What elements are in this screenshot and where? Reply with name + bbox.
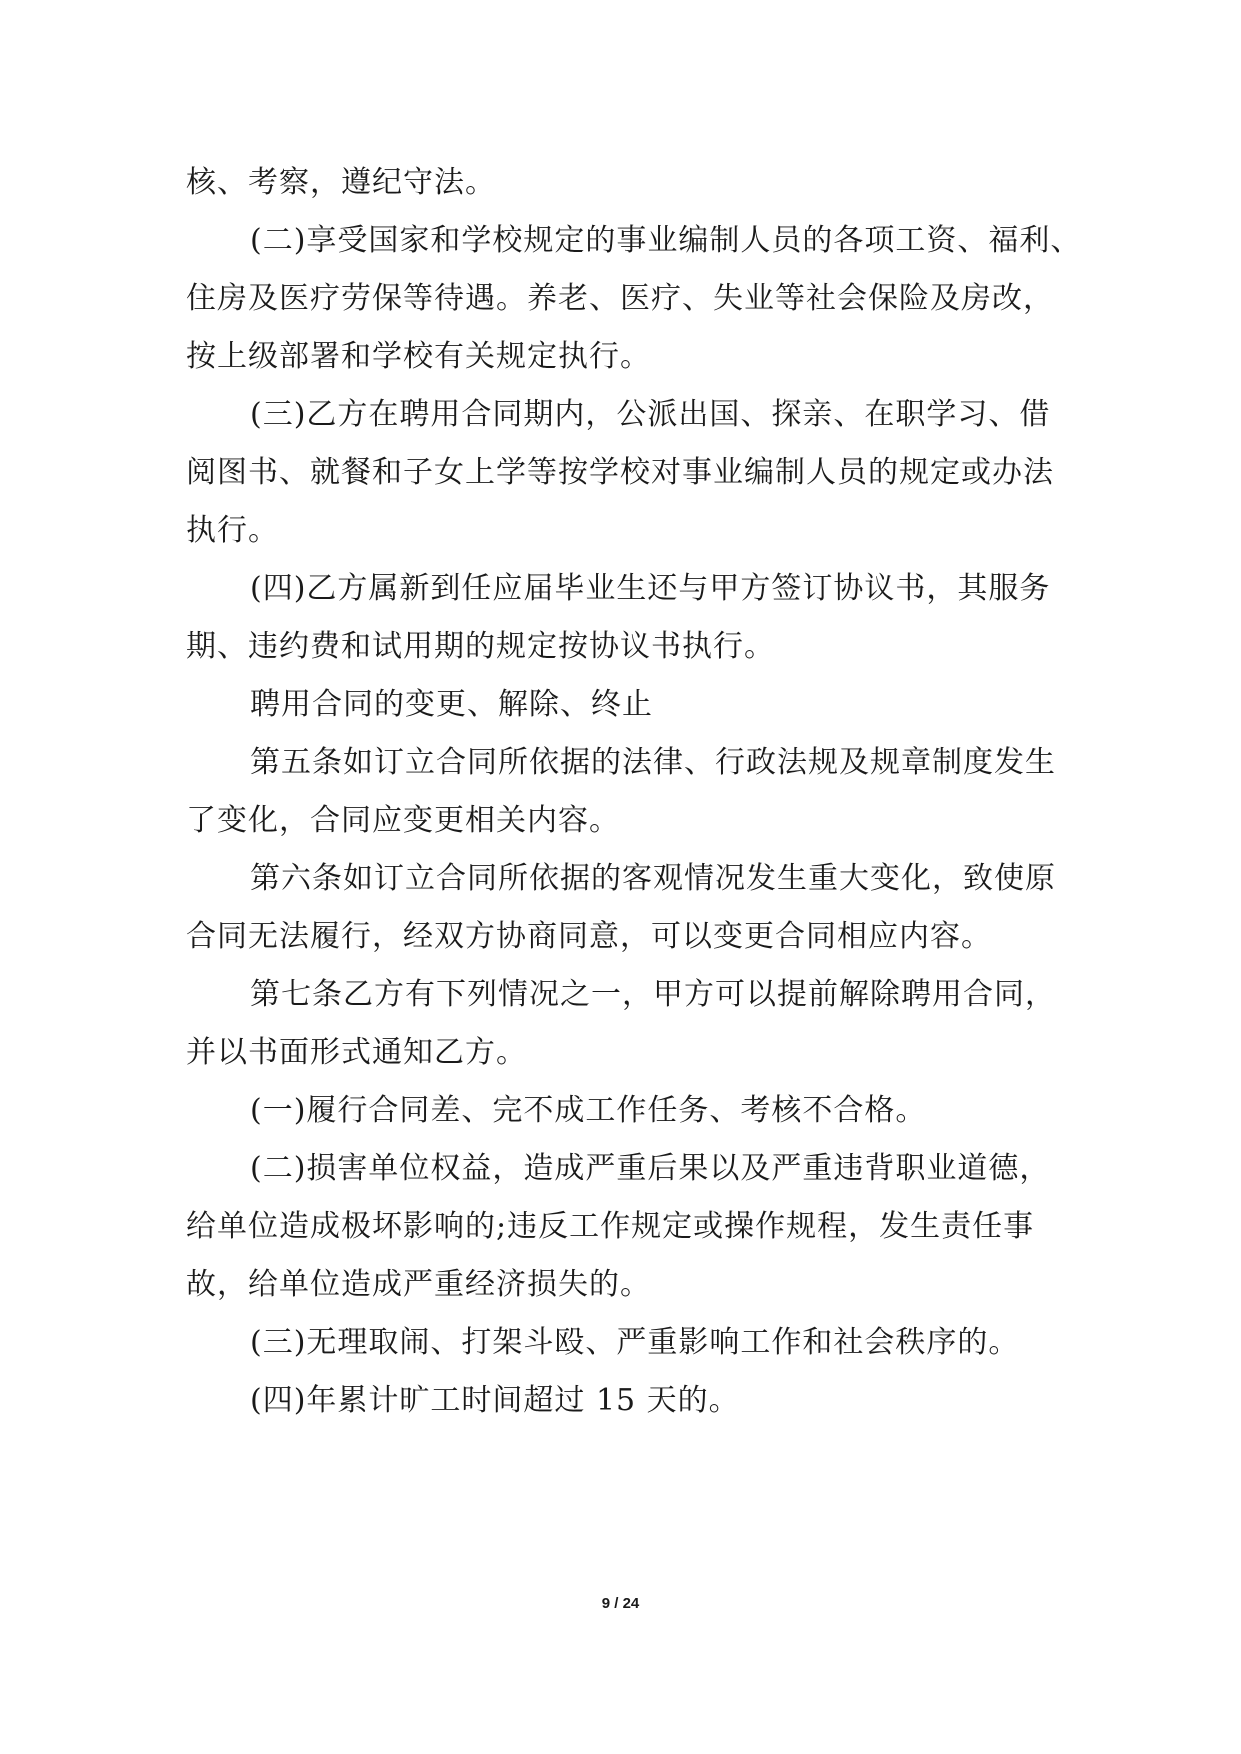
text-line: 并以书面形式通知乙方。 xyxy=(186,1035,527,1070)
text-line: 了变化，合同应变更相关内容。 xyxy=(186,803,620,838)
text-line: 核、考察，遵纪守法。 xyxy=(186,165,496,200)
text-line: 期、违约费和试用期的规定按协议书执行。 xyxy=(186,629,775,664)
text-line: 第六条如订立合同所依据的客观情况发生重大变化，致使原 xyxy=(250,861,1056,896)
text-line: (四)年累计旷工时间超过 15 天的。 xyxy=(250,1383,740,1418)
text-line: 第七条乙方有下列情况之一，甲方可以提前解除聘用合同， xyxy=(250,977,1056,1012)
text-line: 给单位造成极坏影响的;违反工作规定或操作规程，发生责任事 xyxy=(186,1209,1035,1244)
text-line: (四)乙方属新到任应届毕业生还与甲方签订协议书，其服务 xyxy=(250,571,1051,606)
text-line: (三)无理取闹、打架斗殴、严重影响工作和社会秩序的。 xyxy=(250,1325,1020,1360)
text-line: 执行。 xyxy=(186,513,279,548)
section-heading: 聘用合同的变更、解除、终止 xyxy=(250,687,653,722)
text-line: 阅图书、就餐和子女上学等按学校对事业编制人员的规定或办法 xyxy=(186,455,1054,490)
text-line: 第五条如订立合同所依据的法律、行政法规及规章制度发生 xyxy=(250,745,1056,780)
text-line: 故，给单位造成严重经济损失的。 xyxy=(186,1267,651,1302)
text-line: 住房及医疗劳保等待遇。养老、医疗、失业等社会保险及房改， xyxy=(186,281,1054,316)
text-line: 按上级部署和学校有关规定执行。 xyxy=(186,339,651,374)
page-number: 9 / 24 xyxy=(601,1595,640,1612)
text-line: (二)损害单位权益，造成严重后果以及严重违背职业道德， xyxy=(250,1151,1051,1186)
text-line: (一)履行合同差、完不成工作任务、考核不合格。 xyxy=(250,1093,927,1128)
text-line: (二)享受国家和学校规定的事业编制人员的各项工资、福利、 xyxy=(250,223,1082,258)
text-line: (三)乙方在聘用合同期内，公派出国、探亲、在职学习、借 xyxy=(250,397,1051,432)
text-line: 合同无法履行，经双方协商同意，可以变更合同相应内容。 xyxy=(186,919,992,954)
